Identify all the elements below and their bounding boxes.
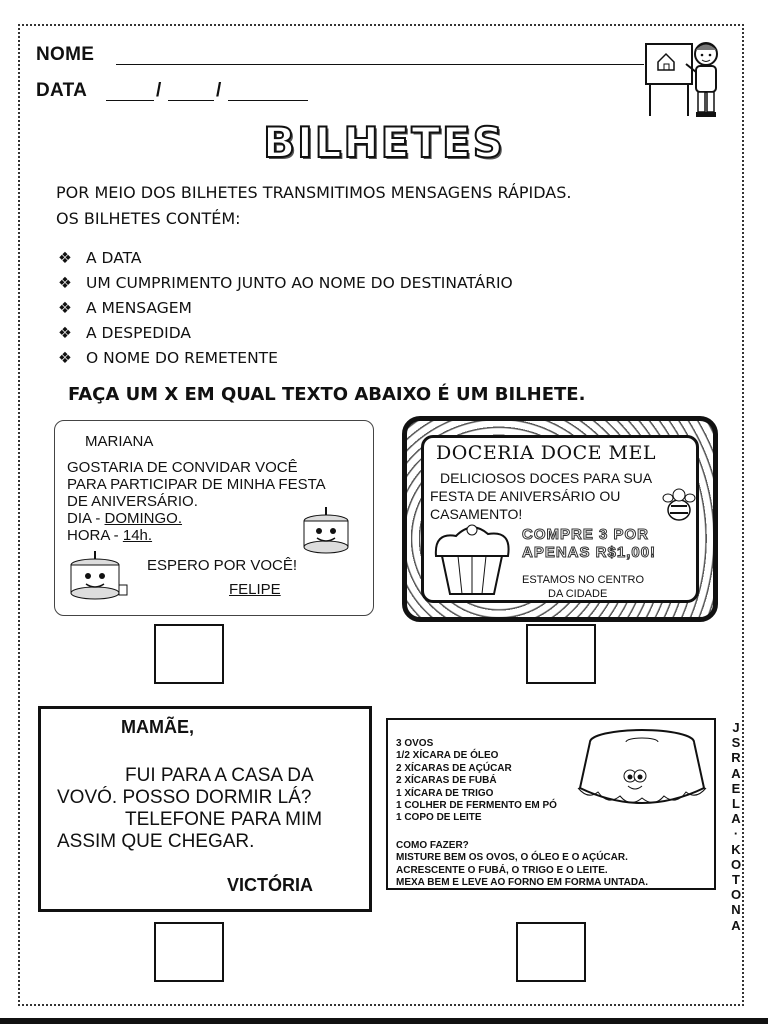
bullet-list <box>58 246 513 371</box>
date-separator: / <box>216 80 222 101</box>
note-line: GOSTARIA DE CONVIDAR VOCÊ <box>67 459 298 476</box>
list-item: 1/2 XÍCARA DE ÓLEO <box>396 750 499 762</box>
teacher-illustration <box>640 36 726 120</box>
note-greeting: MAMÃE, <box>121 717 194 737</box>
list-item: ❖ O NOME DO REMETENTE <box>58 346 513 371</box>
ad-promo: APENAS R$1,00! <box>522 544 657 561</box>
cake-mold-icon <box>574 726 710 812</box>
ad-line: FESTA DE ANIVERSÁRIO OU <box>430 488 621 504</box>
answer-checkbox-1[interactable] <box>154 624 224 684</box>
method-title: COMO FAZER? <box>396 840 469 851</box>
time-value: 14h. <box>122 527 153 544</box>
note-closing: ESPERO POR VOCÊ! <box>147 557 298 574</box>
intro-text <box>56 180 571 232</box>
recipe-card <box>386 718 716 890</box>
list-item: ACRESCENTE O FUBÁ, O TRIGO E O LEITE. <box>396 864 608 876</box>
note-line: PARA PARTICIPAR DE MINHA FESTA <box>67 476 326 493</box>
date-year-field[interactable] <box>228 100 308 101</box>
method-section <box>396 840 648 890</box>
bakery-ad-card <box>402 416 718 622</box>
invitation-note-card <box>54 420 374 616</box>
name-field[interactable] <box>116 64 644 65</box>
note-sender: FELIPE <box>229 581 281 598</box>
cake-icon <box>65 549 129 605</box>
ad-line: DELICIOSOS DOCES PARA SUA <box>440 470 653 486</box>
ad-line: CASAMENTO! <box>430 506 523 522</box>
note-line: VOVÓ. POSSO DORMIR LÁ? <box>57 787 312 808</box>
ad-title: DOCERIA DOCE MEL <box>436 442 656 464</box>
date-separator: / <box>156 80 162 101</box>
note-line: ASSIM QUE CHEGAR. <box>57 831 255 852</box>
list-item: ❖ A DATA <box>58 246 513 271</box>
day-value: DOMINGO. <box>104 510 183 527</box>
answer-checkbox-2[interactable] <box>526 624 596 684</box>
intro-line: POR MEIO DOS BILHETES TRANSMITIMOS MENSAGENS RÁPIDAS. <box>56 183 572 202</box>
ad-location: DA CIDADE <box>548 588 608 600</box>
bottom-bar <box>0 1018 768 1024</box>
note-sender: VICTÓRIA <box>227 875 314 895</box>
day-label: DIA - <box>67 510 101 527</box>
mom-note-card <box>38 706 372 912</box>
list-item: 3 OVOS <box>396 738 434 749</box>
bee-icon <box>662 486 696 524</box>
answer-checkbox-4[interactable] <box>516 922 586 982</box>
instruction: FAÇA UM X EM QUAL TEXTO ABAIXO É UM BILHETE. <box>68 384 586 405</box>
diamond-bullet-icon: ❖ <box>58 299 72 317</box>
diamond-bullet-icon: ❖ <box>58 274 72 292</box>
date-label: DATA <box>36 80 88 101</box>
ad-location: ESTAMOS NO CENTRO <box>522 574 645 586</box>
diamond-bullet-icon: ❖ <box>58 324 72 342</box>
ad-promo: COMPRE 3 POR <box>522 526 650 543</box>
cupcake-icon <box>426 522 518 598</box>
date-day-field[interactable] <box>106 100 154 101</box>
time-label: HORA - <box>67 527 119 544</box>
list-item: MEXA BEM E LEVE AO FORNO EM FORMA UNTADA. <box>396 877 649 889</box>
list-item: 1 XÍCARA DE TRIGO <box>396 787 494 799</box>
list-item: 1 COLHER DE FERMENTO EM PÓ <box>396 800 557 812</box>
list-item: 2 XÍCARAS DE FUBÁ <box>396 775 497 787</box>
ingredient-list <box>396 738 557 825</box>
intro-line: OS BILHETES CONTÉM: <box>56 209 241 228</box>
diamond-bullet-icon: ❖ <box>58 349 72 367</box>
date-month-field[interactable] <box>168 100 214 101</box>
note-line: TELEFONE PARA MIM <box>125 809 323 830</box>
list-item: ❖ A MENSAGEM <box>58 296 513 321</box>
side-credit: J S R A E L A · K O T O N A <box>730 720 742 933</box>
list-item: MISTURE BEM OS OVOS, O ÓLEO E O AÇÚCAR. <box>396 852 628 864</box>
list-item: ❖ UM CUMPRIMENTO JUNTO AO NOME DO DESTINATÁRIO <box>58 271 513 296</box>
note-line: DE ANIVERSÁRIO. <box>67 493 198 510</box>
list-item: ❖ A DESPEDIDA <box>58 321 513 346</box>
answer-checkbox-3[interactable] <box>154 922 224 982</box>
cake-icon <box>297 505 355 557</box>
list-item: 2 XÍCARAS DE AÇÚCAR <box>396 762 512 774</box>
diamond-bullet-icon: ❖ <box>58 249 72 267</box>
list-item: 1 COPO DE LEITE <box>396 812 482 824</box>
note-line: FUI PARA A CASA DA <box>125 765 314 786</box>
ad-panel <box>421 435 699 603</box>
page-title: BILHETES <box>263 118 505 167</box>
note-recipient: MARIANA <box>85 433 154 450</box>
name-label: NOME <box>36 44 95 65</box>
